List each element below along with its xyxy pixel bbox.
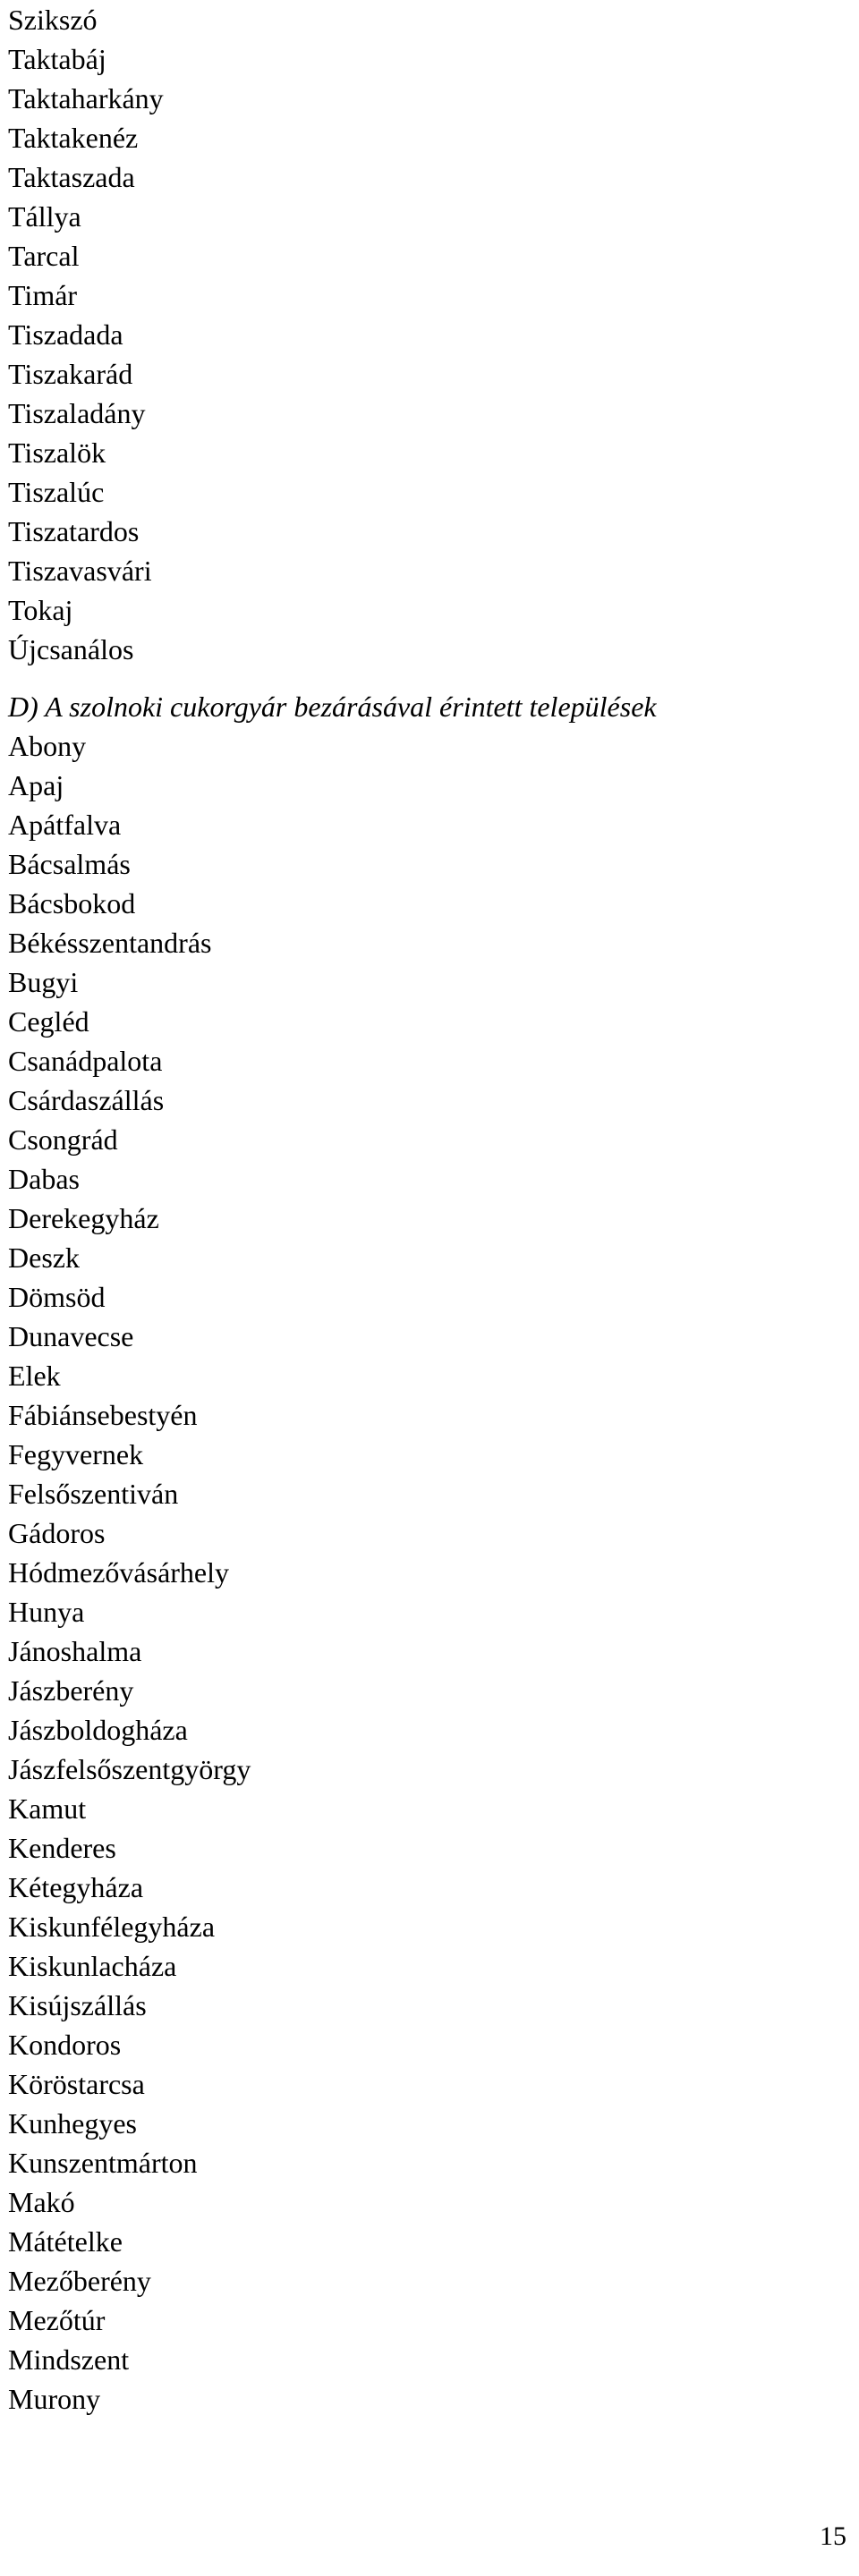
list-item: Mátételke	[8, 2225, 123, 2258]
list-item: Tiszadada	[8, 318, 123, 351]
list-item: Deszk	[8, 1241, 80, 1274]
list-item: Taktaszada	[8, 161, 135, 193]
list-item: Taktabáj	[8, 43, 106, 75]
list-item: Apátfalva	[8, 809, 122, 841]
list-item: Tiszatardos	[8, 515, 140, 547]
list-item: Derekegyház	[8, 1202, 159, 1234]
list-item: Kiskunlacháza	[8, 1950, 177, 1982]
list-item: Abony	[8, 730, 87, 762]
list-item: Jászberény	[8, 1674, 134, 1707]
list-item: Tokaj	[8, 594, 73, 626]
list-item: Makó	[8, 2186, 75, 2218]
list-item: Felsőszentiván	[8, 1478, 179, 1510]
list-item: Hódmezővásárhely	[8, 1556, 230, 1589]
list-item: Békésszentandrás	[8, 927, 212, 959]
list-item: Bácsalmás	[8, 848, 131, 880]
section-heading-d: D) A szolnoki cukorgyár bezárásával érintett települések	[8, 691, 657, 723]
list-item: Kamut	[8, 1792, 87, 1825]
list-item: Jánoshalma	[8, 1635, 142, 1667]
list-item: Bácsbokod	[8, 887, 136, 919]
list-item: Kisújszállás	[8, 1989, 147, 2021]
list-item: Csongrád	[8, 1123, 118, 1156]
list-item: Dabas	[8, 1163, 80, 1195]
list-item: Bugyi	[8, 966, 79, 998]
list-item: Tállya	[8, 200, 81, 233]
list-item: Taktakenéz	[8, 122, 139, 154]
list-item: Kétegyháza	[8, 1871, 144, 1903]
page-number: 15	[820, 2521, 846, 2551]
list-item: Tiszalök	[8, 436, 106, 469]
list-item: Csanádpalota	[8, 1045, 163, 1077]
list-item: Kondoros	[8, 2029, 122, 2061]
list-item: Mezőberény	[8, 2265, 151, 2297]
list-item: Elek	[8, 1360, 61, 1392]
list-item: Murony	[8, 2383, 101, 2415]
list-item: Tiszakarád	[8, 358, 133, 390]
document-page	[8, 0, 840, 2419]
list-item: Dunavecse	[8, 1320, 134, 1352]
list-item: Tiszavasvári	[8, 555, 152, 587]
list-item: Fegyvernek	[8, 1438, 144, 1470]
list-item: Mindszent	[8, 2343, 130, 2376]
list-item: Mezőtúr	[8, 2304, 106, 2336]
list-item: Újcsanálos	[8, 633, 134, 665]
list-item: Jászfelsőszentgyörgy	[8, 1753, 251, 1785]
list-item: Tiszaladány	[8, 397, 146, 429]
list-item: Timár	[8, 279, 78, 311]
list-item: Tiszalúc	[8, 476, 105, 508]
settlement-list-d	[8, 726, 840, 2419]
list-item: Kiskunfélegyháza	[8, 1911, 216, 1943]
list-item: Gádoros	[8, 1517, 106, 1549]
list-item: Szikszó	[8, 4, 98, 36]
list-item: Tarcal	[8, 240, 80, 272]
list-item: Jászboldogháza	[8, 1714, 188, 1746]
settlement-list-continued	[8, 0, 840, 669]
list-item: Kunszentmárton	[8, 2147, 198, 2179]
list-item: Kenderes	[8, 1832, 116, 1864]
list-item: Fábiánsebestyén	[8, 1399, 198, 1431]
list-item: Taktaharkány	[8, 82, 164, 114]
list-item: Csárdaszállás	[8, 1084, 165, 1116]
list-item: Kunhegyes	[8, 2107, 137, 2140]
list-item: Cegléd	[8, 1005, 89, 1038]
list-item: Apaj	[8, 769, 64, 801]
list-item: Köröstarcsa	[8, 2068, 145, 2100]
list-item: Dömsöd	[8, 1281, 106, 1313]
list-item: Hunya	[8, 1596, 85, 1628]
